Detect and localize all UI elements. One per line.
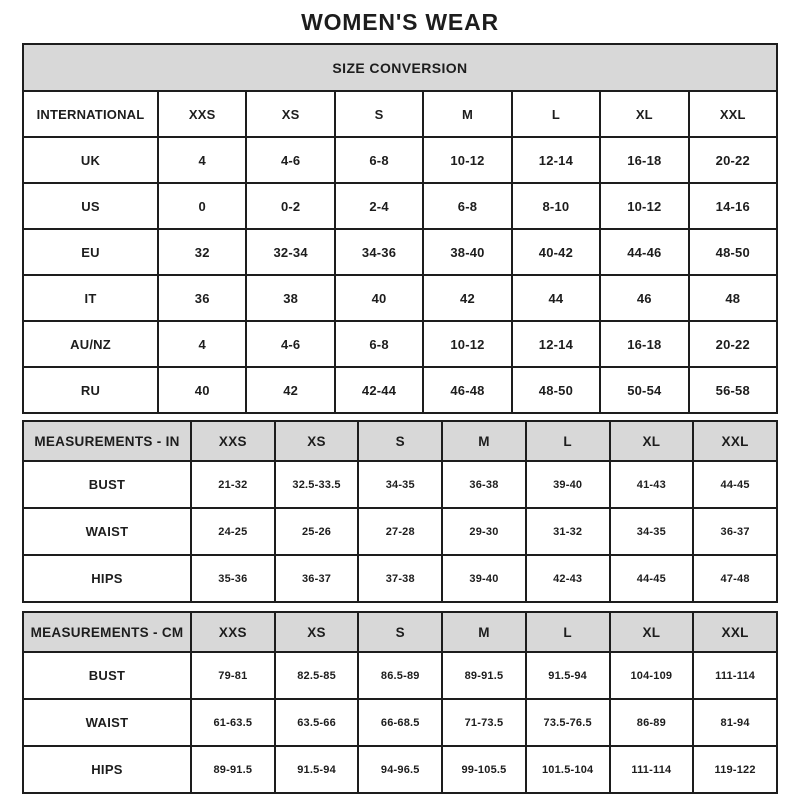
size-col-header: XXS	[158, 91, 246, 137]
row-label: RU	[23, 367, 158, 413]
size-conversion-banner: SIZE CONVERSION	[23, 44, 777, 91]
size-col-header: XXS	[191, 421, 275, 461]
table-row	[23, 699, 777, 746]
value-cell: 4	[158, 137, 246, 183]
value-cell: 40-42	[512, 229, 600, 275]
row-label: HIPS	[23, 555, 191, 602]
size-col-header: XL	[610, 612, 694, 652]
measurements-in-table	[22, 420, 778, 603]
size-col-header: L	[512, 91, 600, 137]
value-cell: 39-40	[442, 555, 526, 602]
value-cell: 20-22	[689, 321, 777, 367]
value-cell: 34-35	[358, 461, 442, 508]
size-conversion-table	[22, 43, 778, 414]
table-row	[23, 229, 777, 275]
value-cell: 42	[423, 275, 511, 321]
row-label: UK	[23, 137, 158, 183]
table-row	[23, 321, 777, 367]
value-cell: 94-96.5	[358, 746, 442, 793]
value-cell: 42	[246, 367, 334, 413]
value-cell: 44-45	[693, 461, 777, 508]
page-title: WOMEN'S WEAR	[301, 9, 499, 35]
value-cell: 20-22	[689, 137, 777, 183]
value-cell: 32-34	[246, 229, 334, 275]
value-cell: 44	[512, 275, 600, 321]
value-cell: 36-37	[275, 555, 359, 602]
value-cell: 89-91.5	[191, 746, 275, 793]
value-cell: 40	[158, 367, 246, 413]
value-cell: 36-37	[693, 508, 777, 555]
size-col-header: S	[358, 421, 442, 461]
value-cell: 6-8	[423, 183, 511, 229]
row-label: WAIST	[23, 699, 191, 746]
table-head-label: MEASUREMENTS - CM	[23, 612, 191, 652]
size-col-header: M	[423, 91, 511, 137]
value-cell: 99-105.5	[442, 746, 526, 793]
table-row	[23, 367, 777, 413]
banner-row	[23, 44, 777, 91]
table-head-row	[23, 612, 777, 652]
size-col-header: S	[335, 91, 423, 137]
value-cell: 48	[689, 275, 777, 321]
value-cell: 0	[158, 183, 246, 229]
size-col-header: XXL	[693, 612, 777, 652]
value-cell: 14-16	[689, 183, 777, 229]
value-cell: 6-8	[335, 321, 423, 367]
table-row	[23, 275, 777, 321]
value-cell: 10-12	[423, 321, 511, 367]
table-row	[23, 555, 777, 602]
row-label: US	[23, 183, 158, 229]
table-row	[23, 652, 777, 699]
value-cell: 101.5-104	[526, 746, 610, 793]
size-col-header: L	[526, 612, 610, 652]
value-cell: 50-54	[600, 367, 688, 413]
value-cell: 0-2	[246, 183, 334, 229]
table-row	[23, 746, 777, 793]
row-label: BUST	[23, 461, 191, 508]
value-cell: 8-10	[512, 183, 600, 229]
value-cell: 61-63.5	[191, 699, 275, 746]
value-cell: 86.5-89	[358, 652, 442, 699]
table-head-label: MEASUREMENTS - IN	[23, 421, 191, 461]
size-col-header: XXL	[689, 91, 777, 137]
value-cell: 32.5-33.5	[275, 461, 359, 508]
value-cell: 4-6	[246, 137, 334, 183]
size-col-header: XL	[610, 421, 694, 461]
value-cell: 36	[158, 275, 246, 321]
table-head-label: INTERNATIONAL	[23, 91, 158, 137]
size-col-header: XS	[246, 91, 334, 137]
value-cell: 81-94	[693, 699, 777, 746]
value-cell: 71-73.5	[442, 699, 526, 746]
value-cell: 48-50	[512, 367, 600, 413]
value-cell: 4	[158, 321, 246, 367]
value-cell: 91.5-94	[275, 746, 359, 793]
value-cell: 40	[335, 275, 423, 321]
size-col-header: S	[358, 612, 442, 652]
value-cell: 44-45	[610, 555, 694, 602]
value-cell: 31-32	[526, 508, 610, 555]
value-cell: 35-36	[191, 555, 275, 602]
value-cell: 37-38	[358, 555, 442, 602]
value-cell: 4-6	[246, 321, 334, 367]
value-cell: 48-50	[689, 229, 777, 275]
value-cell: 12-14	[512, 321, 600, 367]
value-cell: 111-114	[610, 746, 694, 793]
measurements-cm-table	[22, 611, 778, 794]
size-col-header: XL	[600, 91, 688, 137]
size-col-header: M	[442, 612, 526, 652]
size-col-header: M	[442, 421, 526, 461]
value-cell: 91.5-94	[526, 652, 610, 699]
value-cell: 10-12	[600, 183, 688, 229]
value-cell: 25-26	[275, 508, 359, 555]
value-cell: 32	[158, 229, 246, 275]
table-head-row	[23, 91, 777, 137]
value-cell: 42-43	[526, 555, 610, 602]
value-cell: 42-44	[335, 367, 423, 413]
row-label: WAIST	[23, 508, 191, 555]
value-cell: 38	[246, 275, 334, 321]
value-cell: 16-18	[600, 137, 688, 183]
size-col-header: L	[526, 421, 610, 461]
table-row	[23, 461, 777, 508]
value-cell: 29-30	[442, 508, 526, 555]
value-cell: 10-12	[423, 137, 511, 183]
table-row	[23, 183, 777, 229]
value-cell: 44-46	[600, 229, 688, 275]
value-cell: 63.5-66	[275, 699, 359, 746]
value-cell: 2-4	[335, 183, 423, 229]
value-cell: 39-40	[526, 461, 610, 508]
value-cell: 47-48	[693, 555, 777, 602]
row-label: AU/NZ	[23, 321, 158, 367]
value-cell: 56-58	[689, 367, 777, 413]
table-head-row	[23, 421, 777, 461]
value-cell: 34-35	[610, 508, 694, 555]
row-label: EU	[23, 229, 158, 275]
value-cell: 24-25	[191, 508, 275, 555]
table-row	[23, 508, 777, 555]
value-cell: 79-81	[191, 652, 275, 699]
table-row	[23, 137, 777, 183]
value-cell: 34-36	[335, 229, 423, 275]
size-col-header: XS	[275, 612, 359, 652]
value-cell: 12-14	[512, 137, 600, 183]
value-cell: 104-109	[610, 652, 694, 699]
value-cell: 46-48	[423, 367, 511, 413]
value-cell: 66-68.5	[358, 699, 442, 746]
value-cell: 46	[600, 275, 688, 321]
value-cell: 82.5-85	[275, 652, 359, 699]
value-cell: 21-32	[191, 461, 275, 508]
value-cell: 41-43	[610, 461, 694, 508]
value-cell: 36-38	[442, 461, 526, 508]
size-col-header: XXS	[191, 612, 275, 652]
value-cell: 111-114	[693, 652, 777, 699]
value-cell: 38-40	[423, 229, 511, 275]
row-label: BUST	[23, 652, 191, 699]
value-cell: 89-91.5	[442, 652, 526, 699]
value-cell: 27-28	[358, 508, 442, 555]
value-cell: 73.5-76.5	[526, 699, 610, 746]
value-cell: 6-8	[335, 137, 423, 183]
row-label: IT	[23, 275, 158, 321]
size-col-header: XXL	[693, 421, 777, 461]
value-cell: 86-89	[610, 699, 694, 746]
value-cell: 119-122	[693, 746, 777, 793]
size-col-header: XS	[275, 421, 359, 461]
row-label: HIPS	[23, 746, 191, 793]
value-cell: 16-18	[600, 321, 688, 367]
